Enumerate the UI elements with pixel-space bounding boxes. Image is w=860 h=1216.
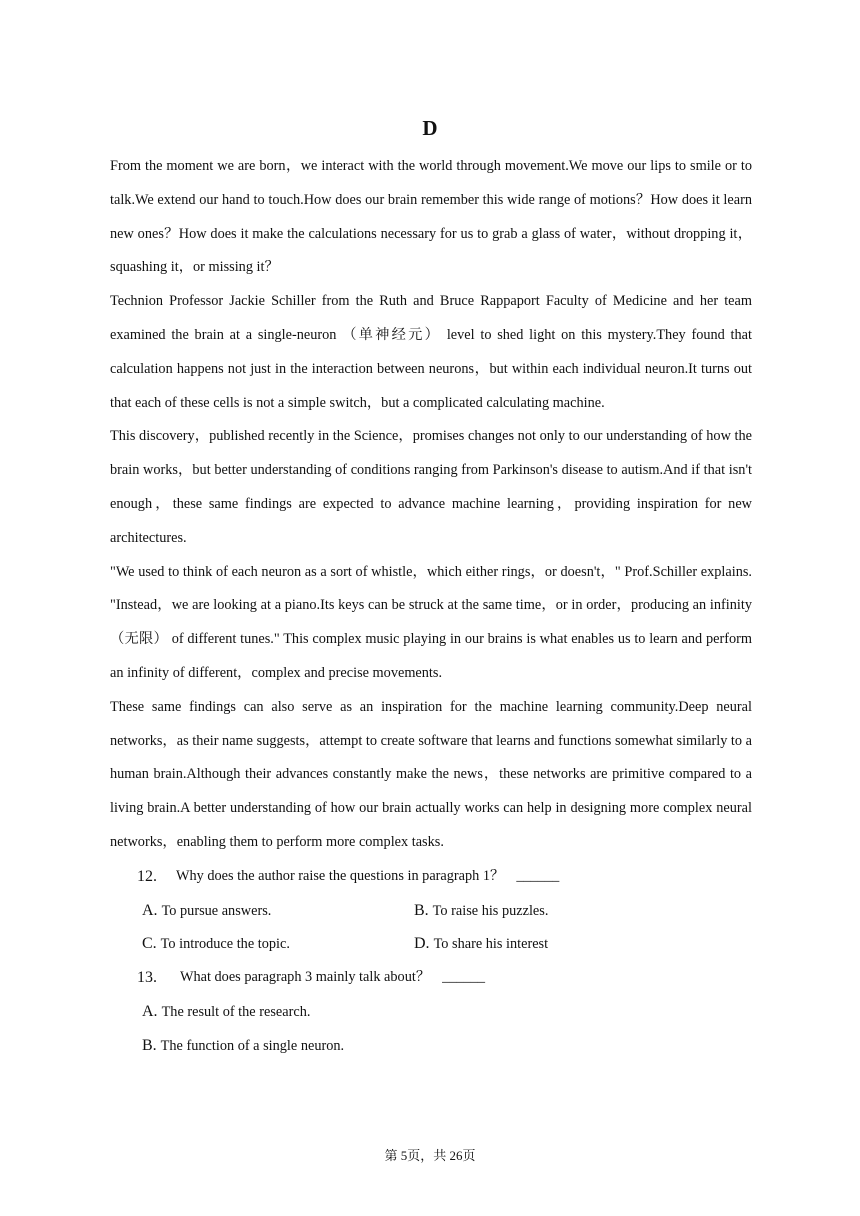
options-row (110, 894, 752, 928)
question-number: 12. (137, 867, 157, 885)
paragraph-5: These same findings can also serve as an inspiration for the machine learning community.Deep neural networks，as their name suggests，attempt to create software that learns and functions somewhat similarly to a human brain.Although their advances constantly make the news，these networks are primitive compared to a living brain.A better understanding of how our brain actually works can help in designing more complex neural networks，enabling them to perform more complex tasks. (110, 698, 752, 850)
question-text: What does paragraph 3 mainly talk about？ (180, 969, 431, 986)
option-a: A. To pursue answers. (142, 901, 272, 919)
option-b: B. The function of a single neuron. (142, 1036, 345, 1054)
paragraph-1: From the moment we are born，we interact with the world through movement.We move our lips to smile or to talk.We extend our hand to touch.How does our brain remember this wide range of motions？How does it learn new ones？How does it make the calculations necessary for us to grab a glass of water，without dropping it，squashing it，or missing it？ (110, 158, 752, 276)
option-c: C. To introduce the topic. (142, 935, 290, 953)
question-12 (110, 860, 752, 894)
question-text: Why does the author raise the questions in paragraph 1？ (176, 867, 505, 884)
options-row (110, 1029, 752, 1063)
answer-blank: ______ (516, 867, 560, 884)
paragraph-3: This discovery，published recently in the Science，promises changes not only to our understanding of how the brain works，but better understanding of conditions ranging from Parkinson's disease to autism.And if that isn't enough，these same findings are expected to advance machine learning，providing inspiration for new architectures. (110, 428, 752, 546)
answer-blank: ______ (442, 969, 486, 986)
option-a: A. The result of the research. (142, 1002, 311, 1020)
option-d: D. To share his interest (414, 935, 549, 953)
options-row (110, 995, 752, 1029)
page-footer: 第 5页，共 26页 (384, 1148, 476, 1163)
option-b: B. To raise his puzzles. (414, 901, 549, 919)
options-row (110, 927, 752, 961)
question-13 (110, 961, 752, 995)
paragraph-4: "We used to think of each neuron as a sort of whistle，which either rings，or doesn't，" Prof.Schiller explains. "Instead，we are looking at a piano.Its keys can be struck at the same time，or in order，producing an infinity （无限） of different tunes." This complex music playing in our brains is what enables us to learn and perform an infinity of different，complex and precise movements. (110, 563, 752, 681)
passage-title: D (422, 116, 438, 140)
paragraph-2: Technion Professor Jackie Schiller from the Ruth and Bruce Rappaport Faculty of Medicine and her team examined the brain at a single-neuron （单神经元） level to shed light on this mystery.They found that calculation happens not just in the interaction between neurons，but within each individual neuron.It turns out that each of these cells is not a simple switch，but a complicated calculating machine. (110, 293, 752, 411)
question-number: 13. (137, 969, 157, 987)
passage-body (110, 150, 752, 1063)
